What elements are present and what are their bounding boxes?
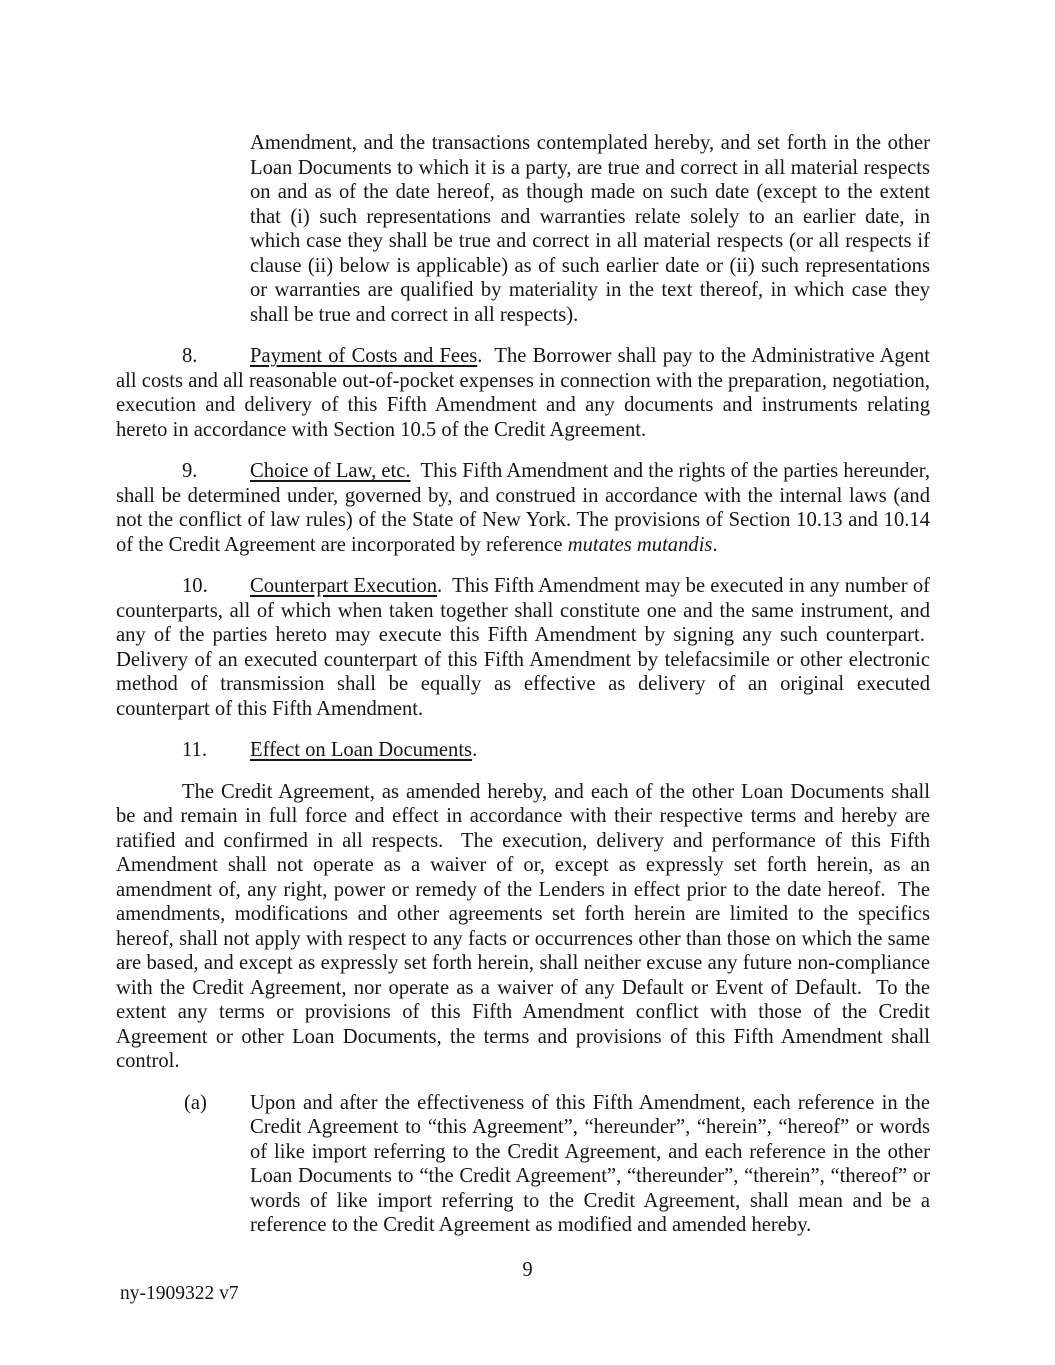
section-9-tail: . bbox=[712, 533, 718, 556]
paragraph-continuation-text: Amendment, and the transactions contemplated hereby, and set forth in the other Loan Documents to which it is a party, are true and correct in all material respects on and as of the date hereof, as though made on such date (except to the extent that (i) such representations and warranties relate solely to an earlier date, in which case they shall be true and correct in all material respects (or all respects if clause (ii) below is applicable) as of such earlier date or (ii) such representations or warranties are qualified by materiality in the text thereof, in which case they shall be true and correct in all respects). bbox=[250, 132, 930, 326]
section-11-tail: . bbox=[472, 739, 478, 761]
paragraph-8 bbox=[116, 344, 930, 442]
paragraph-continuation bbox=[250, 131, 930, 327]
section-8-number: 8. bbox=[182, 345, 198, 367]
section-9-number: 9. bbox=[182, 460, 198, 482]
section-9-body: This Fifth Amendment and the rights of the parties hereunder, shall be determined under, governed by, and construed in accordance with the internal laws (and not the conflict of law rules) of the State of New York. The provisions of Section 10.13 and 10.14 of the Credit Agreement are incorporated by reference bbox=[116, 460, 930, 556]
paragraph-effect-body bbox=[116, 780, 930, 1074]
section-8-body: . The Borrower shall pay to the Administrative Agent all costs and all reasonable out-of-pocket expenses in connection with the preparation, negotiation, execution and delivery of this Fifth Amendment and any documents and instruments relating hereto in accordance with Section 10.5 of the Credit Agreement. bbox=[116, 345, 930, 441]
document-body bbox=[116, 131, 930, 1255]
section-10-body: . This Fifth Amendment may be executed in any number of counterparts, all of which when taken together shall constitute one and the same instrument, and any of the parties hereto may execute this Fifth Amendment by signing any such counterpart. Delivery of an executed counterpart of this Fifth Amendment by telefacsimile or other electronic method of transmission shall be equally as effective as delivery of an original executed counterpart of this Fifth Amendment. bbox=[116, 575, 930, 720]
section-11-heading: Effect on Loan Documents bbox=[250, 739, 473, 761]
section-10-heading: Counterpart Execution bbox=[250, 575, 438, 597]
subparagraph-a-number: (a) bbox=[184, 1091, 207, 1114]
paragraph-11 bbox=[116, 738, 930, 763]
section-8-heading: Payment of Costs and Fees bbox=[250, 345, 478, 367]
page-number: 9 bbox=[522, 1259, 533, 1281]
section-9-heading: Choice of Law, etc. bbox=[250, 460, 411, 482]
section-9-latin-phrase: mutates mutandis bbox=[567, 533, 713, 556]
paragraph-10 bbox=[116, 574, 930, 721]
section-10-number: 10. bbox=[182, 575, 208, 597]
subparagraph-a bbox=[184, 1091, 930, 1238]
subparagraph-a-text: Upon and after the effectiveness of this Fifth Amendment, each reference in the Credit Agreement to “this Agreement”, “hereunder”, “herein”, “hereof” or words of like import referring to the Credit Agreement, and each reference in the other Loan Documents to “the Credit Agreement”, “thereunder”, “therein”, “thereof” or words of like import referring to the Credit Agreement, shall mean and be a reference to the Credit Agreement as modified and amended hereby. bbox=[250, 1091, 930, 1236]
paragraph-9 bbox=[116, 459, 930, 557]
section-11-number: 11. bbox=[182, 739, 207, 761]
document-id-footer: ny-1909322 v7 bbox=[120, 1283, 239, 1304]
paragraph-effect-body-text: The Credit Agreement, as amended hereby, and each of the other Loan Documents shall be and remain in full force and effect in accordance with their respective terms and hereby are ratified and confirmed in all respects. The execution, delivery and performance of this Fifth Amendment shall not operate as a waiver of or, except as expressly set forth herein, as an amendment of, any right, power or remedy of the Lenders in effect prior to the date hereof. The amendments, modifications and other agreements set forth herein are limited to the specifics hereof, shall not apply with respect to any facts or occurrences other than those on which the same are based, and except as expressly set forth herein, shall neither excuse any future non-compliance with the Credit Agreement, nor operate as a waiver of any Default or Event of Default. To the extent any terms or provisions of this Fifth Amendment conflict with those of the Credit Agreement or other Loan Documents, the terms and provisions of this Fifth Amendment shall control. bbox=[116, 780, 930, 1072]
